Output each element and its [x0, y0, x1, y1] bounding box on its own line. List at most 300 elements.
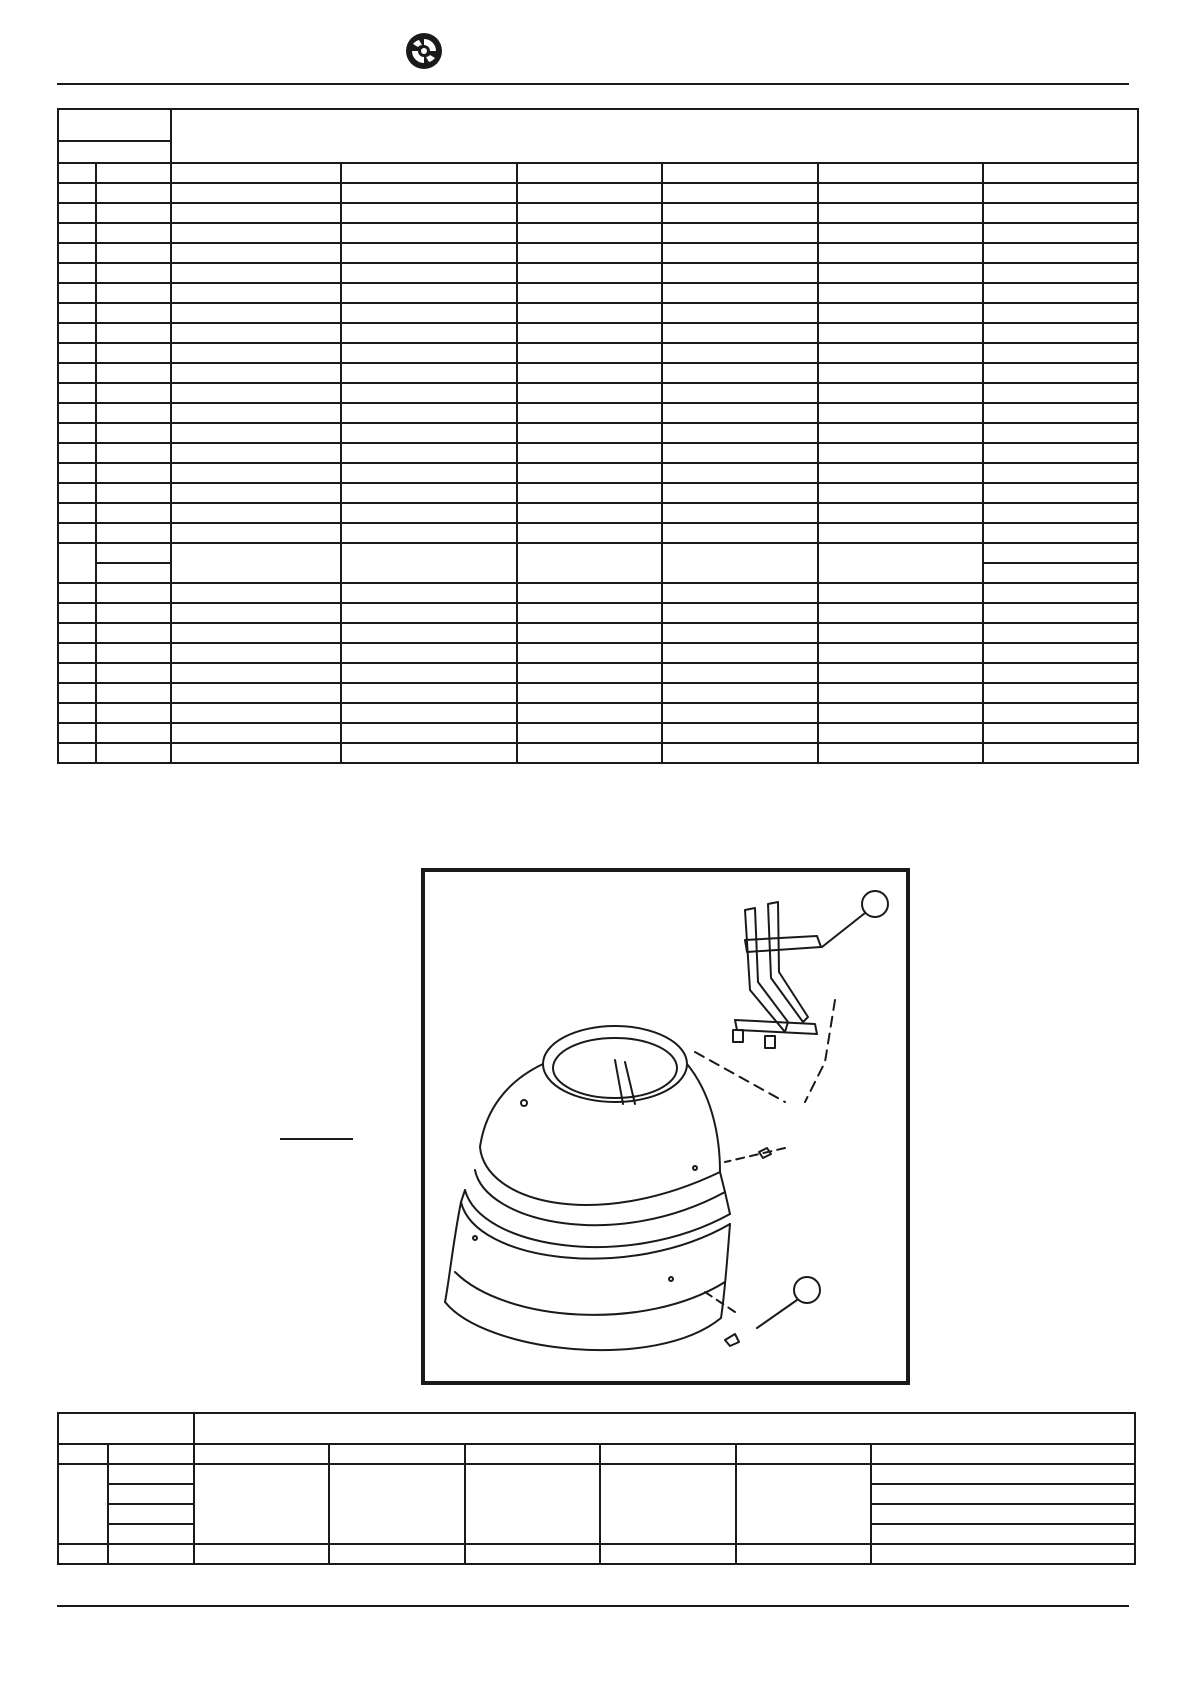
table-cell: [662, 483, 818, 503]
table-cell: [58, 363, 96, 383]
table-cell: [983, 623, 1138, 643]
table-cell: [818, 283, 983, 303]
table-cell: [341, 523, 517, 543]
table-cell: [517, 183, 662, 203]
table-cell: [662, 543, 818, 583]
table-cell: [341, 283, 517, 303]
table-row: [58, 1544, 1135, 1564]
table-row: [58, 643, 1138, 663]
table-cell: [58, 583, 96, 603]
table-row: [58, 283, 1138, 303]
table-cell: [171, 723, 341, 743]
table-cell: [108, 1504, 194, 1524]
table-row: [58, 743, 1138, 763]
table-cell: [108, 1444, 194, 1464]
table-cell: [341, 503, 517, 523]
table-cell: [58, 683, 96, 703]
table-cell: [341, 243, 517, 263]
table-cell: [171, 303, 341, 323]
table-cell: [58, 643, 96, 663]
table-cell: [58, 403, 96, 423]
table-cell: [818, 483, 983, 503]
table-cell: [662, 523, 818, 543]
table-cell: [58, 1444, 108, 1464]
table-cell: [96, 523, 171, 543]
callout-leader-1: [822, 913, 865, 947]
table-cell: [871, 1504, 1135, 1524]
table-cell: [58, 283, 96, 303]
table-cell: [171, 643, 341, 663]
table-cell: [341, 483, 517, 503]
table-cell: [517, 443, 662, 463]
table-row: [58, 463, 1138, 483]
table-row: [58, 323, 1138, 343]
table-cell: [96, 703, 171, 723]
table-cell: [871, 1524, 1135, 1544]
table-cell: [96, 263, 171, 283]
table-cell: [341, 683, 517, 703]
table-cell: [96, 603, 171, 623]
table-row: [58, 243, 1138, 263]
table-cell: [983, 603, 1138, 623]
table-cell: [517, 743, 662, 763]
table-cell: [96, 303, 171, 323]
table-cell: [662, 263, 818, 283]
table-cell: [96, 423, 171, 443]
table-row: [58, 663, 1138, 683]
table-row: [58, 383, 1138, 403]
table-cell: [736, 1544, 871, 1564]
table-cell: [871, 1544, 1135, 1564]
table-cell: [171, 283, 341, 303]
table-cell: [662, 623, 818, 643]
table-cell: [818, 403, 983, 423]
table-cell: [341, 423, 517, 443]
table-cell: [818, 503, 983, 523]
table-cell: [818, 523, 983, 543]
header-title-cell: [171, 109, 1138, 163]
table-cell: [983, 583, 1138, 603]
figure-label-rule: [280, 1138, 353, 1140]
table-cell: [662, 243, 818, 263]
table-cell: [662, 323, 818, 343]
table-cell: [58, 163, 96, 183]
table-cell: [96, 203, 171, 223]
table-cell: [818, 203, 983, 223]
table-cell: [96, 483, 171, 503]
table-cell: [341, 623, 517, 643]
table-cell: [871, 1484, 1135, 1504]
table-row: [58, 263, 1138, 283]
table-cell: [517, 703, 662, 723]
table-cell: [662, 163, 818, 183]
table-row: [58, 343, 1138, 363]
table-cell: [983, 223, 1138, 243]
table-cell: [662, 503, 818, 523]
table-cell: [983, 443, 1138, 463]
table-cell: [171, 523, 341, 543]
callout-circle-2: [794, 1277, 820, 1303]
table-row: [58, 443, 1138, 463]
table-cell: [517, 163, 662, 183]
table-row: [58, 723, 1138, 743]
header-label-cell: [58, 1413, 194, 1444]
table-cell: [171, 683, 341, 703]
table-cell: [341, 303, 517, 323]
table-cell: [341, 583, 517, 603]
table-row: [58, 583, 1138, 603]
table-cell: [58, 623, 96, 643]
table-cell: [983, 163, 1138, 183]
table-cell: [96, 543, 171, 563]
table-cell: [96, 363, 171, 383]
table-cell: [171, 343, 341, 363]
table-cell: [983, 323, 1138, 343]
table-row: [58, 203, 1138, 223]
table-cell: [96, 383, 171, 403]
table-cell: [818, 223, 983, 243]
table-cell: [341, 163, 517, 183]
table-cell: [662, 223, 818, 243]
table-cell: [662, 603, 818, 623]
table-cell: [96, 343, 171, 363]
table-cell: [517, 343, 662, 363]
table-cell: [465, 1544, 600, 1564]
table-cell: [58, 183, 96, 203]
table-cell: [96, 443, 171, 463]
table-cell: [983, 563, 1138, 583]
table-cell: [662, 423, 818, 443]
table-cell: [818, 683, 983, 703]
table-cell: [96, 243, 171, 263]
table-cell: [341, 183, 517, 203]
table-cell: [662, 663, 818, 683]
table-cell: [341, 323, 517, 343]
table-cell: [662, 723, 818, 743]
table-cell: [662, 643, 818, 663]
table-cell: [96, 583, 171, 603]
table-cell: [341, 363, 517, 383]
table-cell: [517, 223, 662, 243]
table-cell: [58, 323, 96, 343]
table-cell: [58, 443, 96, 463]
table-cell: [341, 223, 517, 243]
table-cell: [517, 323, 662, 343]
table-cell: [171, 203, 341, 223]
table-cell: [517, 463, 662, 483]
table-cell: [171, 163, 341, 183]
footer-rule: [57, 1605, 1129, 1607]
table-cell: [818, 423, 983, 443]
table-cell: [171, 443, 341, 463]
table-cell: [341, 723, 517, 743]
table-cell: [341, 743, 517, 763]
table-cell: [58, 523, 96, 543]
table-row: [58, 483, 1138, 503]
table-cell: [96, 663, 171, 683]
table-cell: [341, 203, 517, 223]
table-cell: [983, 403, 1138, 423]
table-cell: [96, 723, 171, 743]
table-header-row: [58, 109, 1138, 141]
table-cell: [818, 703, 983, 723]
table-cell: [983, 263, 1138, 283]
table-cell: [96, 403, 171, 423]
table-cell: [662, 403, 818, 423]
table-cell: [108, 1484, 194, 1504]
table-cell: [600, 1464, 736, 1544]
parts-table-top: [57, 108, 1139, 764]
table-cell: [58, 223, 96, 243]
table-cell: [600, 1444, 736, 1464]
table-cell: [58, 383, 96, 403]
table-cell: [818, 443, 983, 463]
table-cell: [194, 1464, 329, 1544]
table-cell: [517, 603, 662, 623]
table-row: [58, 423, 1138, 443]
table-cell: [662, 443, 818, 463]
table-cell: [662, 583, 818, 603]
table-cell: [983, 243, 1138, 263]
table-row: [58, 183, 1138, 203]
table-cell: [58, 603, 96, 623]
table-cell: [171, 603, 341, 623]
table-row: [58, 543, 1138, 563]
table-cell: [818, 183, 983, 203]
table-cell: [171, 503, 341, 523]
table-cell: [58, 203, 96, 223]
table-cell: [58, 243, 96, 263]
table-cell: [662, 283, 818, 303]
table-cell: [58, 723, 96, 743]
table-cell: [983, 543, 1138, 563]
exploded-view-figure: [421, 868, 910, 1385]
table-cell: [517, 363, 662, 383]
table-cell: [818, 383, 983, 403]
table-cell: [662, 183, 818, 203]
table-cell: [341, 403, 517, 423]
table-cell: [818, 663, 983, 683]
table-cell: [96, 563, 171, 583]
table-cell: [818, 463, 983, 483]
table-cell: [983, 483, 1138, 503]
table-cell: [171, 183, 341, 203]
table-cell: [517, 663, 662, 683]
table-cell: [171, 263, 341, 283]
table-cell: [329, 1444, 465, 1464]
table-cell: [171, 463, 341, 483]
table-cell: [983, 183, 1138, 203]
table-row: [58, 163, 1138, 183]
table-cell: [662, 703, 818, 723]
table-cell: [96, 503, 171, 523]
table-cell: [171, 483, 341, 503]
table-cell: [662, 303, 818, 323]
table-cell: [983, 663, 1138, 683]
table-row: [58, 223, 1138, 243]
table-cell: [983, 343, 1138, 363]
table-cell: [341, 263, 517, 283]
table-cell: [517, 403, 662, 423]
table-cell: [517, 303, 662, 323]
table-cell: [517, 203, 662, 223]
table-cell: [600, 1544, 736, 1564]
table-cell: [171, 583, 341, 603]
table-cell: [818, 343, 983, 363]
header-rule: [57, 83, 1129, 85]
table-cell: [517, 583, 662, 603]
table-cell: [983, 523, 1138, 543]
table-cell: [517, 243, 662, 263]
table-cell: [108, 1544, 194, 1564]
table-cell: [96, 163, 171, 183]
table-cell: [983, 283, 1138, 303]
table-cell: [194, 1444, 329, 1464]
table-cell: [96, 323, 171, 343]
table-cell: [818, 263, 983, 283]
table-cell: [818, 723, 983, 743]
table-cell: [96, 283, 171, 303]
table-cell: [517, 383, 662, 403]
table-cell: [329, 1544, 465, 1564]
table-cell: [341, 343, 517, 363]
header-title-cell: [194, 1413, 1135, 1444]
table-cell: [465, 1464, 600, 1544]
table-cell: [818, 543, 983, 583]
table-cell: [58, 303, 96, 323]
table-row: [58, 703, 1138, 723]
table-cell: [517, 543, 662, 583]
table-cell: [58, 1464, 108, 1544]
table-cell: [171, 423, 341, 443]
header-label-cell: [58, 109, 171, 141]
table-cell: [983, 503, 1138, 523]
table-cell: [983, 203, 1138, 223]
table-cell: [171, 403, 341, 423]
table-cell: [58, 263, 96, 283]
table-cell: [983, 383, 1138, 403]
table-cell: [171, 543, 341, 583]
table-cell: [818, 363, 983, 383]
table-cell: [983, 743, 1138, 763]
table-cell: [171, 363, 341, 383]
table-cell: [818, 643, 983, 663]
table-cell: [171, 383, 341, 403]
table-cell: [341, 663, 517, 683]
table-cell: [818, 623, 983, 643]
table-cell: [341, 643, 517, 663]
table-row: [58, 363, 1138, 383]
table-cell: [171, 663, 341, 683]
table-row: [58, 403, 1138, 423]
table-cell: [58, 463, 96, 483]
table-cell: [662, 203, 818, 223]
table-cell: [58, 343, 96, 363]
table-cell: [662, 363, 818, 383]
table-cell: [662, 383, 818, 403]
table-cell: [171, 623, 341, 643]
table-cell: [662, 343, 818, 363]
table-cell: [171, 243, 341, 263]
table-cell: [96, 223, 171, 243]
logo-icon: [405, 32, 443, 70]
table-cell: [58, 543, 96, 583]
table-cell: [58, 423, 96, 443]
table-cell: [194, 1544, 329, 1564]
table-cell: [171, 743, 341, 763]
table-cell: [171, 323, 341, 343]
table-cell: [341, 603, 517, 623]
table-cell: [96, 683, 171, 703]
table-cell: [108, 1524, 194, 1544]
table-cell: [871, 1464, 1135, 1484]
table-cell: [517, 683, 662, 703]
table-cell: [341, 703, 517, 723]
table-cell: [871, 1444, 1135, 1464]
table-cell: [465, 1444, 600, 1464]
table-cell: [517, 723, 662, 743]
table-cell: [341, 443, 517, 463]
table-cell: [662, 683, 818, 703]
table-cell: [983, 683, 1138, 703]
table-cell: [517, 523, 662, 543]
table-cell: [171, 703, 341, 723]
exploded-drawing: [425, 872, 906, 1381]
table-cell: [341, 463, 517, 483]
table-row: [58, 1444, 1135, 1464]
table-cell: [983, 303, 1138, 323]
table-cell: [736, 1444, 871, 1464]
table-cell: [517, 283, 662, 303]
table-cell: [818, 243, 983, 263]
table-cell: [983, 703, 1138, 723]
table-cell: [818, 603, 983, 623]
table-row: [58, 303, 1138, 323]
table-cell: [983, 363, 1138, 383]
callout-leader-2: [757, 1300, 797, 1328]
table-cell: [517, 263, 662, 283]
table-cell: [983, 423, 1138, 443]
table-cell: [517, 483, 662, 503]
table-cell: [818, 743, 983, 763]
table-cell: [818, 323, 983, 343]
table-cell: [517, 623, 662, 643]
table-row: [58, 523, 1138, 543]
table-cell: [662, 463, 818, 483]
table-cell: [108, 1464, 194, 1484]
table-cell: [96, 743, 171, 763]
table-cell: [58, 483, 96, 503]
table-cell: [58, 503, 96, 523]
table-cell: [818, 303, 983, 323]
table-row: [58, 1464, 1135, 1484]
table-cell: [818, 163, 983, 183]
table-row: [58, 683, 1138, 703]
header-sub-cell: [58, 141, 171, 163]
table-row: [58, 603, 1138, 623]
table-cell: [818, 583, 983, 603]
table-cell: [58, 663, 96, 683]
table-cell: [662, 743, 818, 763]
table-cell: [96, 463, 171, 483]
parts-table-bottom: [57, 1412, 1136, 1565]
table-header-row: [58, 1413, 1135, 1444]
table-cell: [983, 643, 1138, 663]
table-cell: [58, 703, 96, 723]
table-cell: [171, 223, 341, 243]
table-cell: [736, 1464, 871, 1544]
table-cell: [329, 1464, 465, 1544]
